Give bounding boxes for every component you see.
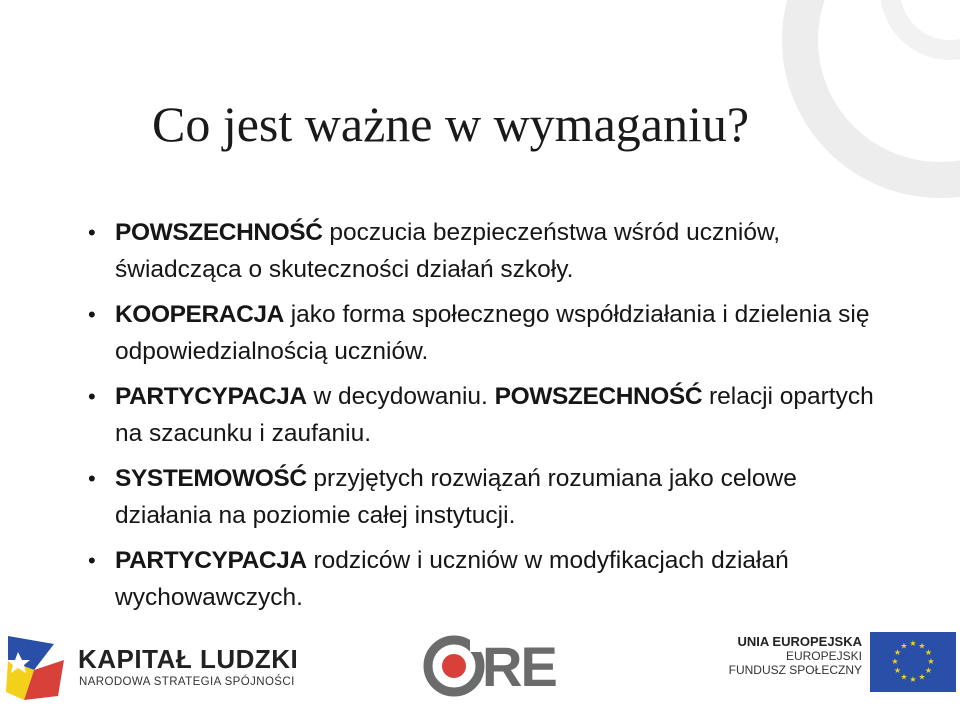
svg-text:★: ★: [909, 675, 917, 684]
slide-title: Co jest ważne w wymaganiu?: [152, 96, 750, 152]
eu-title: UNIA EUROPEJSKA: [737, 634, 862, 649]
ore-logo-text: RE: [482, 635, 556, 698]
bullet-item: [88, 378, 888, 452]
eu-flag-icon: [870, 632, 956, 692]
svg-text:★: ★: [918, 672, 926, 682]
bullet-icon: •: [88, 384, 96, 409]
ore-logo: [420, 630, 560, 700]
bullet-item: [88, 542, 888, 616]
bullet-keyword: PARTYCYPACJA: [115, 547, 307, 574]
bullet-keyword: PARTYCYPACJA: [115, 383, 307, 410]
bullet-keyword: POWSZECHNOŚĆ: [494, 383, 703, 410]
svg-text:★: ★: [900, 641, 908, 651]
svg-text:★: ★: [891, 657, 899, 666]
bullet-icon: •: [88, 466, 96, 491]
bullet-list: [88, 214, 888, 624]
bullet-icon: •: [88, 302, 96, 327]
svg-text:★: ★: [900, 672, 908, 682]
bullet-icon: •: [88, 548, 96, 573]
bullet-text: jako forma społecznego współdziałania i dzielenia się odpowiedzialnością uczniów.: [115, 301, 870, 365]
bullet-text: relacji opartych na szacunku i zaufaniu.: [115, 383, 874, 447]
footer-logos: [0, 612, 960, 707]
bullet-item: [88, 460, 888, 534]
eu-fund-line2: FUNDUSZ SPOŁECZNY: [728, 663, 862, 677]
bullet-keyword: KOOPERACJA: [115, 301, 284, 328]
kapital-ludzki-subtitle: NARODOWA STRATEGIA SPÓJNOŚCI: [79, 676, 295, 688]
svg-text:★: ★: [927, 657, 935, 666]
bullet-text: w decydowaniu.: [306, 383, 495, 410]
bullet-text: przyjętych rozwiązań rozumiana jako celowe działania na poziomie całej instytucji.: [115, 465, 797, 529]
bullet-item: [88, 214, 888, 288]
bullet-keyword: SYSTEMOWOŚĆ: [115, 465, 307, 492]
eu-fund-line1: EUROPEJSKI: [785, 649, 862, 663]
eu-text-block: [729, 634, 862, 677]
svg-text:★: ★: [924, 666, 933, 675]
svg-text:★: ★: [893, 648, 902, 657]
svg-text:★: ★: [893, 666, 902, 675]
kapital-ludzki-title: KAPITAŁ LUDZKI: [78, 644, 299, 674]
bullet-icon: •: [88, 220, 96, 245]
bullet-keyword: POWSZECHNOŚĆ: [115, 219, 323, 246]
bullet-text: poczucia bezpieczeństwa wśród uczniów, świadcząca o skuteczności działań szkoły.: [115, 219, 781, 283]
svg-text:★: ★: [918, 641, 926, 651]
bullet-item: [88, 296, 888, 370]
svg-text:★: ★: [924, 648, 933, 657]
bullet-text: rodziców i uczniów w modyfikacjach działań wychowawczych.: [115, 547, 789, 611]
kapital-ludzki-logo-icon: [4, 630, 66, 702]
svg-text:★: ★: [909, 639, 917, 648]
